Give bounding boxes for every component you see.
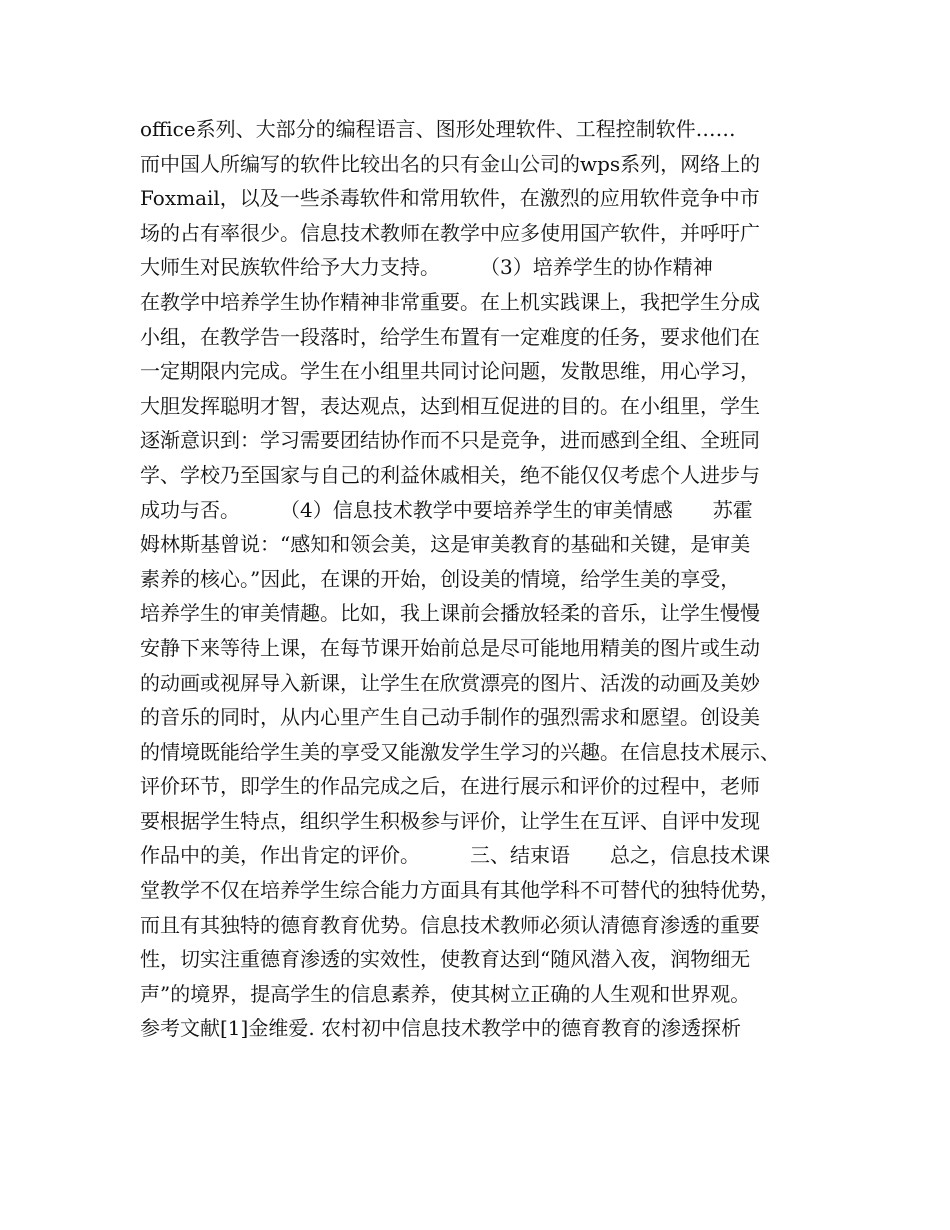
text-line: 素养的核心。”因此，在课的开始，创设美的情境，给学生美的享受， [140, 566, 741, 591]
text-line: 的情境既能给学生美的享受又能激发学生学习的兴趣。在信息技术展示、 [140, 739, 780, 764]
text-line: office系列、大部分的编程语言、图形处理软件、工程控制软件…… [140, 117, 736, 141]
text-line: 要根据学生特点，组织学生积极参与评价，让学生在互评、自评中发现 [140, 808, 760, 833]
text-line: 培养学生的审美情趣。比如，我上课前会播放轻柔的音乐，让学生慢慢 [140, 601, 760, 626]
text-line: 小组，在教学告一段落时，给学生布置有一定难度的任务，要求他们在 [140, 324, 760, 349]
text-line: 大师生对民族软件给予大力支持。 （3）培养学生的协作精神 [140, 255, 713, 280]
text-line: 参考文献[1]金维爱. 农村初中信息技术教学中的德育教育的渗透探析 [140, 1016, 742, 1041]
text-line: 声”的境界，提高学生的信息素养，使其树立正确的人生观和世界观。 [140, 981, 751, 1006]
text-line: 的音乐的同时，从内心里产生自己动手制作的强烈需求和愿望。创设美 [140, 705, 760, 730]
text-line: 作品中的美，作出肯定的评价。 三、结束语 总之，信息技术课 [140, 843, 770, 868]
text-line: 而中国人所编写的软件比较出名的只有金山公司的wps系列，网络上的 [140, 151, 761, 176]
text-line: 评价环节，即学生的作品完成之后，在进行展示和评价的过程中，老师 [140, 774, 760, 799]
text-line: 的动画或视屏导入新课，让学生在欣赏漂亮的图片、活泼的动画及美妙 [140, 670, 760, 695]
text-line: 大胆发挥聪明才智，表达观点，达到相互促进的目的。在小组里，学生 [140, 393, 760, 418]
text-line: Foxmail，以及一些杀毒软件和常用软件，在激烈的应用软件竞争中市 [140, 186, 760, 211]
text-line: 一定期限内完成。学生在小组里共同讨论问题，发散思维，用心学习， [140, 359, 760, 384]
text-line: 而且有其独特的德育教育优势。信息技术教师必须认清德育渗透的重要 [140, 912, 760, 937]
text-line: 姆林斯基曾说：“感知和领会美，这是审美教育的基础和关键，是审美 [140, 532, 751, 557]
text-line: 安静下来等待上课，在每节课开始前总是尽可能地用精美的图片或生动 [140, 635, 760, 660]
text-line: 逐渐意识到：学习需要团结协作而不只是竞争，进而感到全组、全班同 [140, 428, 760, 453]
body-text [140, 112, 830, 1046]
text-line: 场的占有率很少。信息技术教师在教学中应多使用国产软件，并呼吁广 [140, 220, 760, 245]
text-line: 在教学中培养学生协作精神非常重要。在上机实践课上，我把学生分成 [140, 289, 760, 314]
text-line: 性，切实注重德育渗透的实效性，使教育达到“随风潜入夜，润物细无 [140, 947, 751, 972]
text-line: 堂教学不仅在培养学生综合能力方面具有其他学科不可替代的独特优势， [140, 878, 780, 903]
text-line: 学、学校乃至国家与自己的利益休戚相关，绝不能仅仅考虑个人进步与 [140, 462, 760, 487]
text-line: 成功与否。 （4）信息技术教学中要培养学生的审美情感 苏霍 [140, 497, 753, 522]
